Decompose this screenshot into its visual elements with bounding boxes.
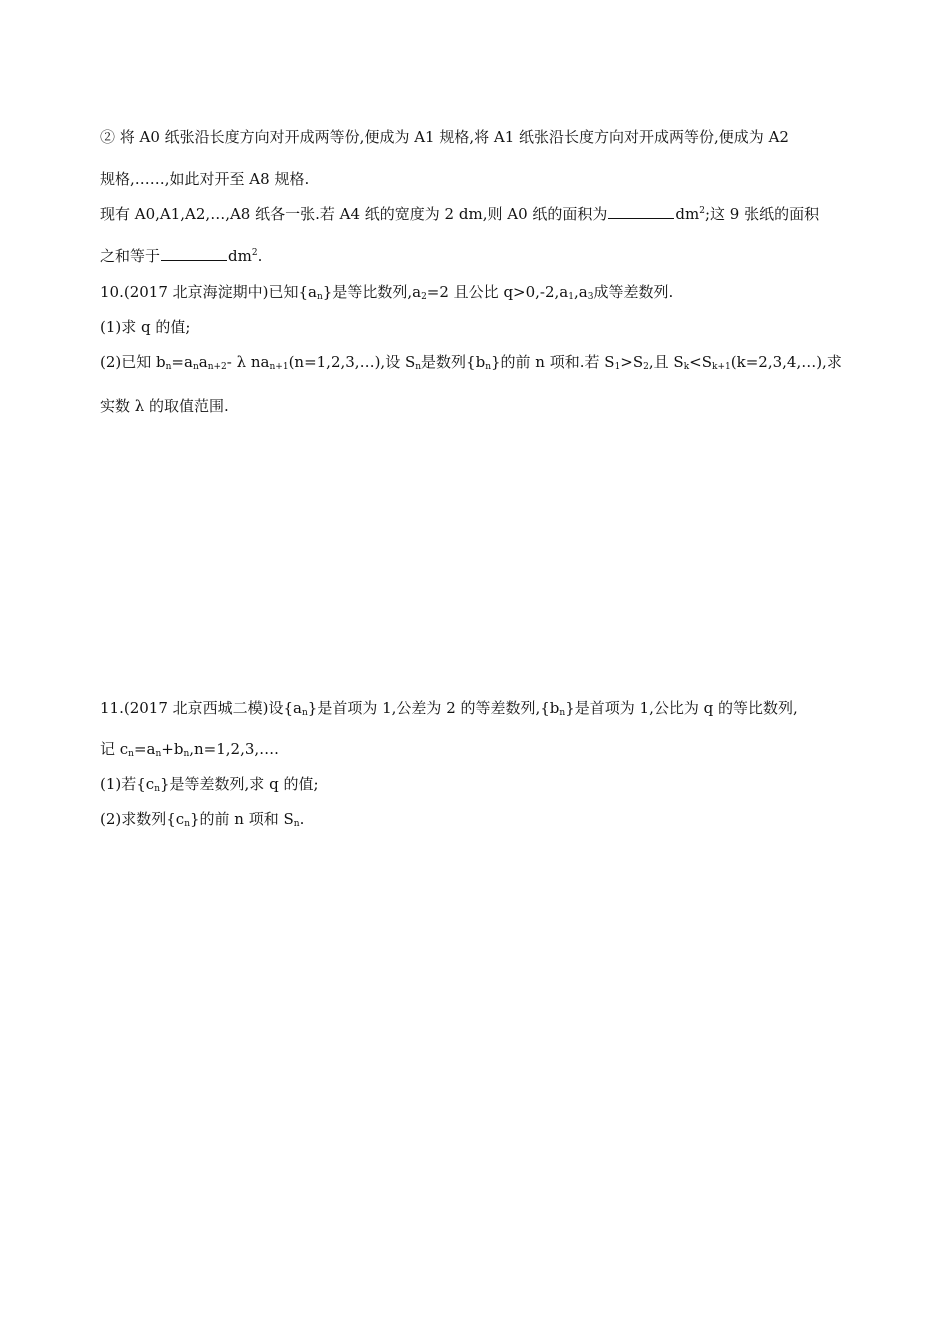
q11-part-1: (1)若$\{c_n\}$是等差数列,求 q 的值; (100, 775, 319, 794)
q11-heading: 11.(2017 北京西城二模)设$\{a_n\}$是首项为 1,公差为 2 的等差数列$,\{b_n\}$是首项为 1,公比为 q 的等比数列, (100, 699, 798, 718)
q10-part-2-cont: 实数 λ 的取值范围. (100, 397, 229, 415)
q9-line-1 (100, 127, 789, 147)
answer-blank-1[interactable] (608, 204, 674, 219)
q11-line-2: 记 $c_n=a_n+b_n,n=1,2,3,\dots$. (100, 740, 279, 759)
q9-text-1: ② 将 A0 纸张沿长度方向对开成两等份,便成为 A1 规格,将 A1 纸张沿长度方向对开成两等份,便成为 A2 (100, 128, 789, 146)
q9-text-2: 规格,……,如此对开至 A8 规格. (100, 170, 310, 188)
q10-part-1: (1)求 q 的值; (100, 318, 191, 336)
q10-heading: 10.(2017 北京海淀期中)已知$\{a_n\}$是等比数列$,a_2=2$ 且公比 $q>0,-2,a_1,a_3$成等差数列. (100, 283, 674, 302)
q11-part-2: (2)求数列$\{c_n\}$的前 n 项和 $S_n$. (100, 810, 305, 829)
answer-blank-2[interactable] (161, 246, 227, 261)
q9-line-4: 之和等于 $dm^2$. (100, 247, 263, 265)
q9-line-2 (100, 169, 309, 189)
q9-line-3: 现有 A0,A1,A2,…,A8 纸各一张.若 A4 纸的宽度为 2 dm,则 A0 纸的面积为 $dm^2$;这 9 张纸的面积 (100, 205, 820, 223)
q10-part-2: (2)已知 $b_n=a_na_{n+2}-$ λ $na_{n+1}(n=1,2,3,\dots)$,设 $S_n$是数列$\{b_n\}$的前 n 项和.若 $S_1>S_2$,且 $S_k<S_{k+1}(k=2,3,4,\dots)$,求 (100, 353, 842, 372)
